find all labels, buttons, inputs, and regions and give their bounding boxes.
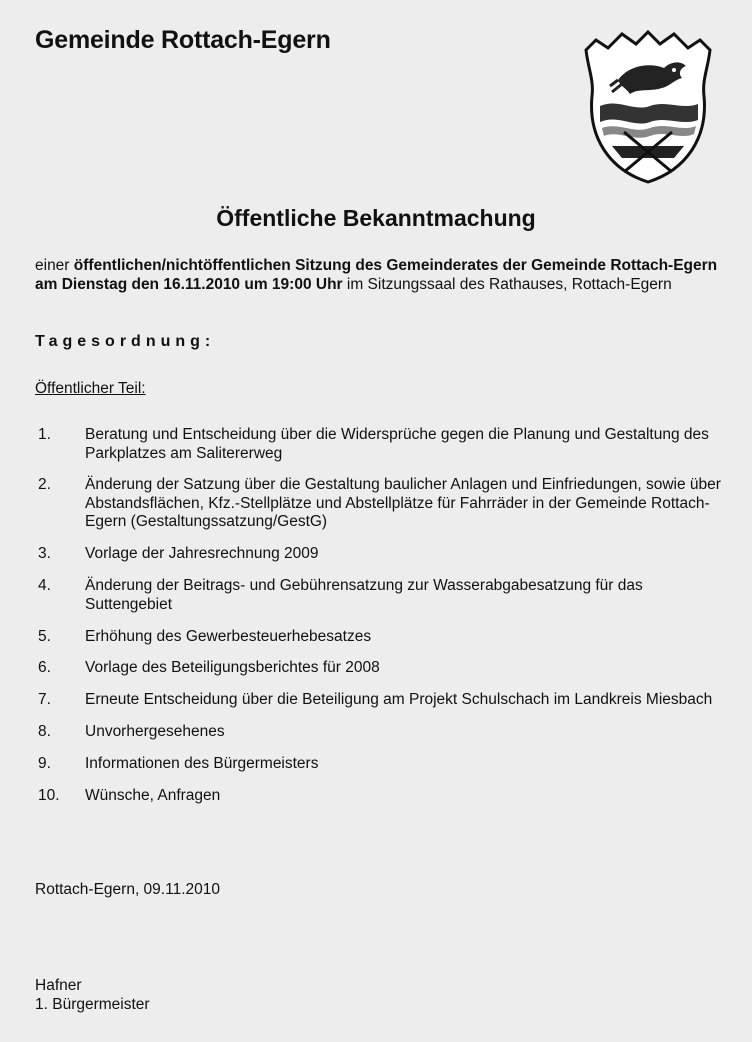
agenda-item-number: 3. [38,545,51,563]
organization-name: Gemeinde Rottach-Egern [35,26,331,54]
agenda-item-number: 8. [38,723,51,741]
agenda-item-text: Erneute Entscheidung über die Beteiligung am Projekt Schulschach im Landkreis Miesbach [85,691,713,709]
page-title: Öffentliche Bekanntmachung [216,205,536,231]
agenda-item-text: Änderung der Satzung über die Gestaltung baulicher Anlagen und Einfriedungen, sowie über Abstandsflächen, Kfz.-Stellplätze und Abstellplätze für Fahrräder in der Gemeinde Rottach-Egern (Gestaltungssatzung/GestG) [85,476,721,531]
agenda-item [35,787,725,806]
agenda-item-text: Änderung der Beitrags- und Gebührensatzung zur Wasserabgabesatzung für das Suttengebiet [85,577,643,613]
agenda-item [35,628,725,647]
agenda-item [35,659,725,678]
agenda-heading: Tagesordnung: [35,333,216,350]
agenda-item-text: Beratung und Entscheidung über die Widersprüche gegen die Planung und Gestaltung des Parkplatzes am Salitererweg [85,426,709,462]
agenda-item-text: Vorlage des Beteiligungsberichtes für 2008 [85,659,380,677]
agenda-item [35,476,725,532]
agenda-item [35,755,725,774]
signer-role: 1. Bürgermeister [35,996,150,1013]
agenda-item-text: Wünsche, Anfragen [85,787,221,805]
agenda-list [35,426,725,819]
meeting-announcement [35,256,725,294]
signer-name: Hafner [35,977,82,994]
agenda-item [35,723,725,742]
place-and-date: Rottach-Egern, 09.11.2010 [35,881,220,898]
agenda-item-number: 9. [38,755,51,773]
agenda-item-number: 4. [38,577,51,595]
intro-prefix: einer [35,257,74,274]
agenda-item-number: 6. [38,659,51,677]
agenda-item [35,426,725,463]
agenda-item-text: Vorlage der Jahresrechnung 2009 [85,545,319,563]
agenda-item [35,691,725,710]
agenda-item-text: Informationen des Bürgermeisters [85,755,319,773]
municipal-coat-of-arms-icon [578,28,718,184]
agenda-item-number: 1. [38,426,51,443]
agenda-item [35,545,725,564]
signature-block [35,976,150,1014]
public-section-label: Öffentlicher Teil: [35,380,146,397]
agenda-item-number: 10. [38,787,60,805]
intro-location: im Sitzungssaal des Rathauses, Rottach-Egern [342,276,672,293]
agenda-item-number: 2. [38,476,51,494]
agenda-item-number: 7. [38,691,51,709]
agenda-item-number: 5. [38,627,51,645]
agenda-item-text: Unvorhergesehenes [85,723,225,741]
intro-meeting-details: öffentlichen/nichtöffentlichen Sitzung des Gemeinderates der Gemeinde Rottach-Egern am Dienstag den 16.11.2010 um 19:00 Uhr [35,257,718,293]
agenda-item [35,577,725,614]
agenda-item-text: Erhöhung des Gewerbesteuerhebesatzes [85,627,372,645]
